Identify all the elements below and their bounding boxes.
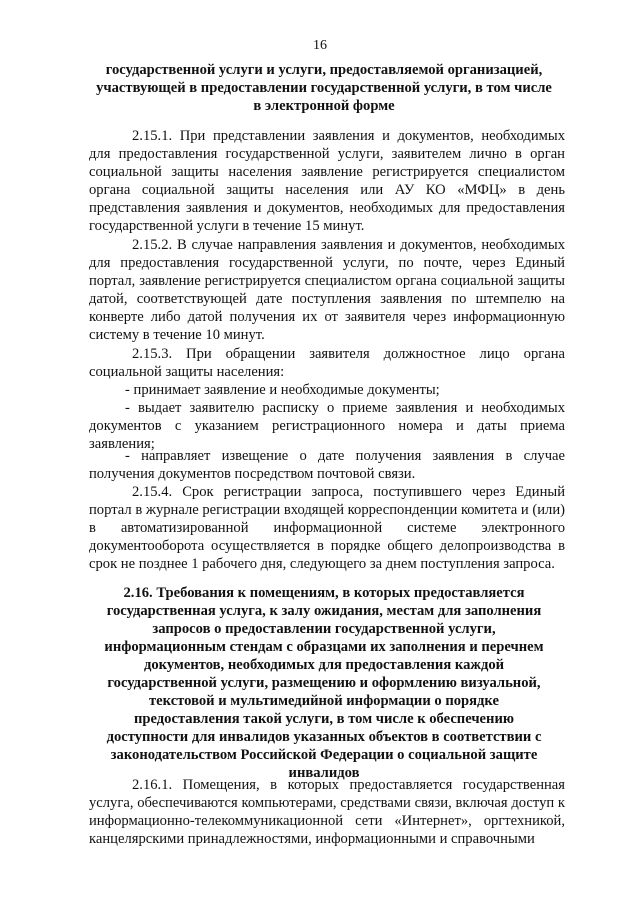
- paragraph-2-15-2: 2.15.2. В случае направления заявления и документов, необходимых для предоставления государственной услуги, по почте, через Единый портал, заявление регистрируется специалистом органа социальной защиты датой, соответствующей дате поступления заявления по штемпелю на конверте либо датой получения их от заявителя через информационную систему в течение 10 минут.: [89, 237, 565, 344]
- paragraph-2-15-1: 2.15.1. При представлении заявления и документов, необходимых для предоставления государственной услуги, заявителем лично в орган социальной защиты населения заявление регистрируется специалистом органа социальной защиты населения или АУ КО «МФЦ» в день представления заявления и документов, необходимых для предоставления государственной услуги в течение 15 минут.: [89, 128, 565, 235]
- list-item-dash-1: - принимает заявление и необходимые документы;: [125, 382, 440, 398]
- paragraph-2-15-3: 2.15.3. При обращении заявителя должностное лицо органа социальной защиты населения:: [89, 346, 565, 381]
- paragraph-2-15-4: 2.15.4. Срок регистрации запроса, поступившего через Единый портал в журнале регистрации входящей корреспонденции комитета и (или) в автоматизированной информационной системе электронного документооборота осуществляется в порядке общего делопроизводства в срок не позднее 1 рабочего дня, следующего за днем поступления запроса.: [89, 484, 565, 573]
- paragraph-2-16-1: 2.16.1. Помещения, в которых предоставляется государственная услуга, обеспечиваются компьютерами, средствами связи, включая доступ к информационно-телекоммуникационной сети «Интернет», оргтехникой, канцелярскими принадлежностями, информационными и справочными: [89, 777, 565, 848]
- page-number: 16: [313, 38, 327, 53]
- list-item-dash-2: - выдает заявителю расписку о приеме заявления и необходимых документов с указанием регистрационного номера и даты приема заявления;: [89, 400, 565, 453]
- list-item-dash-3: - направляет извещение о дате получения заявления в случае получения документов посредством почтовой связи.: [89, 448, 565, 483]
- section-heading-continuation: государственной услуги и услуги, предоставляемой организацией, участвующей в предоставлении государственной услуги, в том числе в электронной форме: [96, 62, 552, 114]
- section-heading-2-16: 2.16. Требования к помещениям, в которых предоставляется государственная услуга, к залу ожидания, местам для заполнения запросов о предоставлении государственной услуги, информационным стендам с образцами их заполнения и перечнем документов, необходимых для предоставления каждой государственной услуги, размещению и оформлению визуальной, текстовой и мультимедийной информации о порядке предоставления такой услуги, в том числе к обеспечению доступности для инвалидов указанных объектов в соответствии с законодательством Российской Федерации о социальной защите инвалидов: [104, 585, 544, 781]
